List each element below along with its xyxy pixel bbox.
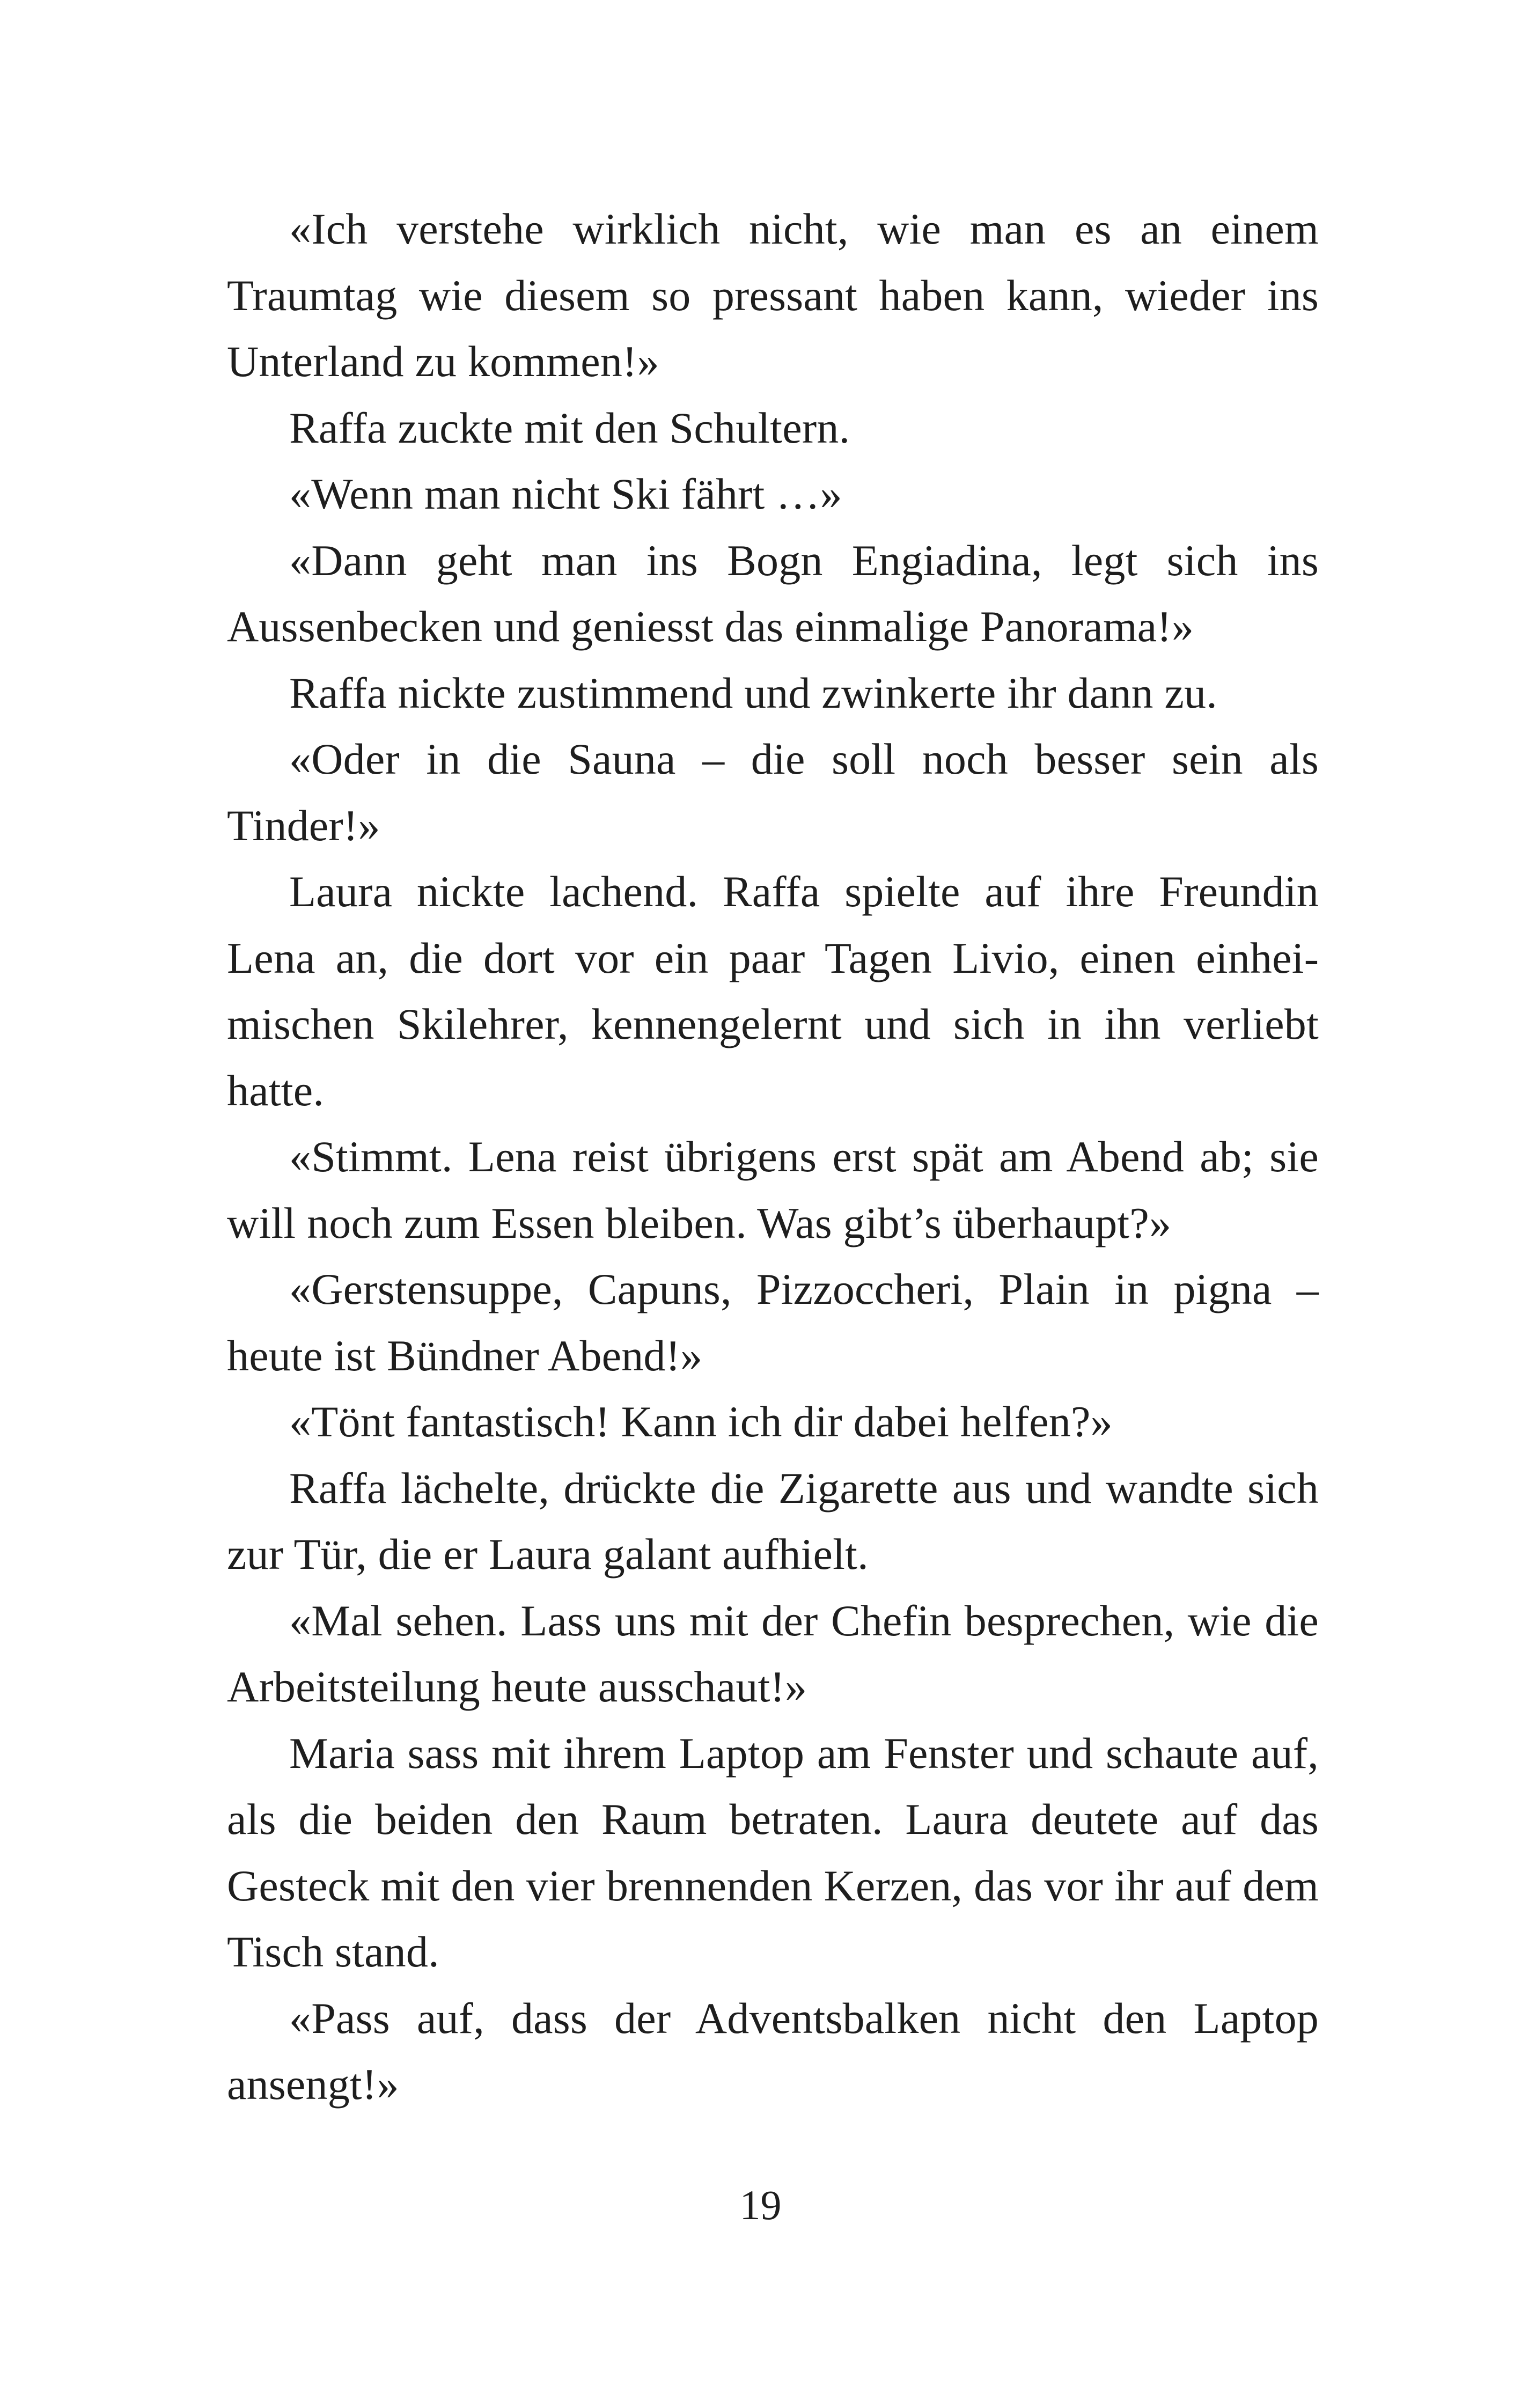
paragraph: «Stimmt. Lena reist übrigens erst spät am Abend ab; sie will noch zum Essen bleiben. Was gibt’s überhaupt?» (227, 1132, 1319, 1247)
page-number: 19 (739, 2182, 782, 2228)
paragraph: «Dann geht man ins Bogn Engiadina, legt sich ins Aussenbecken und geniesst das einmalige Panorama!» (227, 535, 1319, 651)
paragraph: Raffa lächelte, drückte die Zigarette aus und wandte sich zur Tür, die er Laura galant aufhielt. (227, 1463, 1319, 1579)
paragraph: Raffa nickte zustimmend und zwinkerte ihr dann zu. (289, 668, 1217, 717)
paragraph: Maria sass mit ihrem Laptop am Fenster und schaute auf, als die beiden den Raum betraten. Laura deutete auf das Gesteck mit den vier brennenden Kerzen, das vor ihr auf dem Tisch stand. (227, 1728, 1319, 1976)
paragraph: Raffa zuckte mit den Schultern. (289, 403, 850, 452)
paragraph: Laura nickte lachend. Raffa spielte auf ihre Freundin Lena an, die dort vor ein paar Tagen Livio, einen einheimischen Skilehrer, kennengelernt und sich in ihn verliebt hatte. (227, 867, 1319, 1115)
paragraph: «Pass auf, dass der Adventsbalken nicht den Laptop ansengt!» (227, 1993, 1319, 2109)
paragraph: «Gerstensuppe, Capuns, Pizzoccheri, Plain in pigna – heute ist Bündner Abend!» (227, 1265, 1319, 1380)
paragraph: «Tönt fantastisch! Kann ich dir dabei helfen?» (289, 1397, 1113, 1446)
body-text (227, 196, 1319, 2118)
paragraph: «Wenn man nicht Ski fährt …» (289, 469, 842, 518)
paragraph: «Oder in die Sauna – die soll noch besser sein als Tinder!» (227, 735, 1319, 850)
paragraph: «Ich verstehe wirklich nicht, wie man es an einem Traumtag wie diesem so pressant haben kann, wieder ins Unterland zu kommen!» (227, 204, 1319, 386)
paragraph: «Mal sehen. Lass uns mit der Chefin besprechen, wie die Arbeitsteilung heute ausschaut!» (227, 1596, 1319, 1711)
